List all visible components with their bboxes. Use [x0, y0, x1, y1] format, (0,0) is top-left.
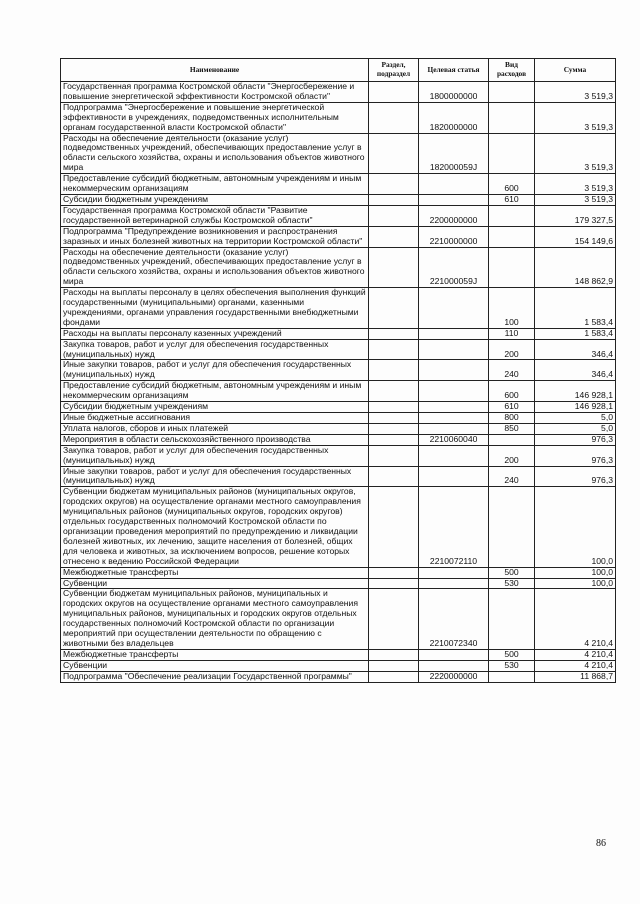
row-sum-cell: 4 210,4 — [535, 589, 616, 649]
row-target-code-cell: 1800000000 — [419, 82, 489, 103]
table-row — [61, 133, 616, 174]
row-target-code-cell — [419, 328, 489, 339]
row-sum-cell: 4 210,4 — [535, 649, 616, 660]
row-section-cell — [369, 133, 419, 174]
table-row — [61, 423, 616, 434]
row-sum-cell: 148 862,9 — [535, 247, 616, 288]
row-sum-cell: 100,0 — [535, 487, 616, 567]
row-sum-cell: 976,3 — [535, 445, 616, 466]
row-target-code-cell: 2210072340 — [419, 589, 489, 649]
table-row — [61, 194, 616, 205]
row-target-code-cell — [419, 649, 489, 660]
row-sum-cell: 100,0 — [535, 578, 616, 589]
row-name-cell: Расходы на обеспечение деятельности (оказание услуг) подведомственных учреждений, обеспечивающих предоставление услуг в области сельского хозяйства, охраны и использования объектов животного мира — [61, 247, 369, 288]
row-expense-type-cell — [489, 589, 535, 649]
row-section-cell — [369, 487, 419, 567]
row-target-code-cell — [419, 381, 489, 402]
row-name-cell: Иные бюджетные ассигнования — [61, 413, 369, 424]
table-row — [61, 567, 616, 578]
table-row — [61, 649, 616, 660]
header-type: Вид расходов — [489, 59, 535, 82]
row-sum-cell: 5,0 — [535, 413, 616, 424]
row-sum-cell: 3 519,3 — [535, 102, 616, 133]
table-row — [61, 82, 616, 103]
row-sum-cell: 3 519,3 — [535, 174, 616, 195]
row-name-cell: Государственная программа Костромской области "Развитие государственной ветеринарной службы Костромской области" — [61, 205, 369, 226]
row-expense-type-cell — [489, 133, 535, 174]
row-expense-type-cell — [489, 671, 535, 682]
row-name-cell: Субвенции — [61, 660, 369, 671]
row-expense-type-cell: 110 — [489, 328, 535, 339]
row-section-cell — [369, 226, 419, 247]
table-row — [61, 328, 616, 339]
row-section-cell — [369, 288, 419, 329]
row-expense-type-cell: 500 — [489, 567, 535, 578]
table-row — [61, 671, 616, 682]
table-row — [61, 381, 616, 402]
row-target-code-cell: 221000059J — [419, 247, 489, 288]
table-row — [61, 660, 616, 671]
row-sum-cell: 976,3 — [535, 466, 616, 487]
row-section-cell — [369, 413, 419, 424]
row-name-cell: Расходы на выплаты персоналу в целях обеспечения выполнения функций государственными (муниципальными) органами, казенными учреждениями, органами управления государственными внебюджетными фондами — [61, 288, 369, 329]
row-target-code-cell — [419, 402, 489, 413]
table-row — [61, 589, 616, 649]
row-section-cell — [369, 381, 419, 402]
row-expense-type-cell — [489, 434, 535, 445]
row-target-code-cell: 1820000000 — [419, 102, 489, 133]
row-expense-type-cell: 530 — [489, 660, 535, 671]
table-body — [61, 82, 616, 683]
row-target-code-cell — [419, 466, 489, 487]
table-row — [61, 174, 616, 195]
row-section-cell — [369, 578, 419, 589]
row-section-cell — [369, 445, 419, 466]
row-expense-type-cell — [489, 487, 535, 567]
row-expense-type-cell — [489, 102, 535, 133]
row-target-code-cell — [419, 660, 489, 671]
row-sum-cell: 146 928,1 — [535, 381, 616, 402]
row-section-cell — [369, 247, 419, 288]
row-target-code-cell — [419, 578, 489, 589]
row-section-cell — [369, 567, 419, 578]
row-name-cell: Закупка товаров, работ и услуг для обеспечения государственных (муниципальных) нужд — [61, 339, 369, 360]
row-target-code-cell: 2220000000 — [419, 671, 489, 682]
header-section: Раздел, подраздел — [369, 59, 419, 82]
row-name-cell: Подпрограмма "Обеспечение реализации Государственной программы" — [61, 671, 369, 682]
row-name-cell: Иные закупки товаров, работ и услуг для обеспечения государственных (муниципальных) нужд — [61, 360, 369, 381]
page-number: 86 — [596, 838, 606, 849]
row-sum-cell: 3 519,3 — [535, 82, 616, 103]
row-name-cell: Субвенции бюджетам муниципальных районов, муниципальных и городских округов на осуществление органами местного самоуправления муниципальных районов, муниципальных и городских округов отдельных государственных полномочий Костромской области по организации мероприятий при осуществлении деятельности по обращению с животными без владельцев — [61, 589, 369, 649]
row-section-cell — [369, 402, 419, 413]
row-target-code-cell: 2210060040 — [419, 434, 489, 445]
table-row — [61, 445, 616, 466]
table-row — [61, 487, 616, 567]
row-expense-type-cell: 600 — [489, 381, 535, 402]
table-row — [61, 102, 616, 133]
row-expense-type-cell: 500 — [489, 649, 535, 660]
row-section-cell — [369, 82, 419, 103]
row-section-cell — [369, 328, 419, 339]
row-sum-cell: 346,4 — [535, 360, 616, 381]
row-target-code-cell — [419, 423, 489, 434]
row-expense-type-cell: 240 — [489, 466, 535, 487]
row-name-cell: Расходы на выплаты персоналу казенных учреждений — [61, 328, 369, 339]
row-target-code-cell — [419, 288, 489, 329]
row-expense-type-cell — [489, 226, 535, 247]
row-name-cell: Субсидии бюджетным учреждениям — [61, 194, 369, 205]
row-expense-type-cell — [489, 247, 535, 288]
row-sum-cell: 4 210,4 — [535, 660, 616, 671]
table-row — [61, 466, 616, 487]
row-name-cell: Уплата налогов, сборов и иных платежей — [61, 423, 369, 434]
row-target-code-cell — [419, 567, 489, 578]
row-sum-cell: 154 149,6 — [535, 226, 616, 247]
row-sum-cell: 100,0 — [535, 567, 616, 578]
row-section-cell — [369, 671, 419, 682]
table-row — [61, 402, 616, 413]
row-target-code-cell — [419, 339, 489, 360]
row-target-code-cell — [419, 413, 489, 424]
table-row — [61, 578, 616, 589]
row-target-code-cell — [419, 445, 489, 466]
row-sum-cell: 179 327,5 — [535, 205, 616, 226]
row-name-cell: Мероприятия в области сельскохозяйственного производства — [61, 434, 369, 445]
row-name-cell: Субсидии бюджетным учреждениям — [61, 402, 369, 413]
row-expense-type-cell: 240 — [489, 360, 535, 381]
row-section-cell — [369, 360, 419, 381]
row-sum-cell: 3 519,3 — [535, 194, 616, 205]
row-expense-type-cell: 530 — [489, 578, 535, 589]
row-section-cell — [369, 174, 419, 195]
row-target-code-cell — [419, 360, 489, 381]
row-expense-type-cell: 600 — [489, 174, 535, 195]
row-section-cell — [369, 589, 419, 649]
row-target-code-cell: 2210000000 — [419, 226, 489, 247]
row-name-cell: Субвенции бюджетам муниципальных районов (муниципальных округов, городских округов) на осуществление органами местного самоуправления муниципальных районов (муниципальных округов, городских округов) отдельных государственных полномочий Костромской области по организации проведения мероприятий по предупреждению и ликвидации болезней животных, их лечению, защите населения от болезней, общих для человека и животных, за исключением вопросов, решение которых отнесено к ведению Российской Федерации — [61, 487, 369, 567]
row-expense-type-cell — [489, 82, 535, 103]
row-sum-cell: 3 519,3 — [535, 133, 616, 174]
table-row — [61, 288, 616, 329]
table-header-row — [61, 59, 616, 82]
table-row — [61, 434, 616, 445]
table-row — [61, 247, 616, 288]
header-sum: Сумма — [535, 59, 616, 82]
row-expense-type-cell: 200 — [489, 445, 535, 466]
row-sum-cell: 5,0 — [535, 423, 616, 434]
row-section-cell — [369, 102, 419, 133]
row-name-cell: Предоставление субсидий бюджетным, автономным учреждениям и иным некоммерческим организациям — [61, 381, 369, 402]
row-sum-cell: 976,3 — [535, 434, 616, 445]
row-target-code-cell — [419, 194, 489, 205]
row-expense-type-cell: 100 — [489, 288, 535, 329]
table-row — [61, 360, 616, 381]
row-sum-cell: 346,4 — [535, 339, 616, 360]
row-expense-type-cell: 850 — [489, 423, 535, 434]
row-section-cell — [369, 423, 419, 434]
row-name-cell: Предоставление субсидий бюджетным, автономным учреждениям и иным некоммерческим организациям — [61, 174, 369, 195]
table-row — [61, 413, 616, 424]
row-expense-type-cell: 200 — [489, 339, 535, 360]
row-sum-cell: 146 928,1 — [535, 402, 616, 413]
row-name-cell: Подпрограмма "Предупреждение возникновения и распространения заразных и иных болезней животных на территории Костромской области" — [61, 226, 369, 247]
table-row — [61, 339, 616, 360]
row-target-code-cell — [419, 174, 489, 195]
row-sum-cell: 1 583,4 — [535, 288, 616, 329]
row-target-code-cell: 182000059J — [419, 133, 489, 174]
row-section-cell — [369, 434, 419, 445]
table-row — [61, 205, 616, 226]
row-name-cell: Иные закупки товаров, работ и услуг для обеспечения государственных (муниципальных) нужд — [61, 466, 369, 487]
row-expense-type-cell: 610 — [489, 402, 535, 413]
row-section-cell — [369, 194, 419, 205]
row-target-code-cell: 2210072110 — [419, 487, 489, 567]
budget-table — [60, 58, 616, 683]
row-target-code-cell: 2200000000 — [419, 205, 489, 226]
table-row — [61, 226, 616, 247]
row-name-cell: Закупка товаров, работ и услуг для обеспечения государственных (муниципальных) нужд — [61, 445, 369, 466]
row-name-cell: Расходы на обеспечение деятельности (оказание услуг) подведомственных учреждений, обеспечивающих предоставление услуг в области сельского хозяйства, охраны и использования объектов животного мира — [61, 133, 369, 174]
row-name-cell: Субвенции — [61, 578, 369, 589]
row-name-cell: Межбюджетные трансферты — [61, 567, 369, 578]
row-name-cell: Подпрограмма "Энергосбережение и повышение энергетической эффективности в учреждениях, подведомственных исполнительным органам государственной власти Костромской области" — [61, 102, 369, 133]
row-section-cell — [369, 660, 419, 671]
row-name-cell: Межбюджетные трансферты — [61, 649, 369, 660]
header-name: Наименование — [61, 59, 369, 82]
header-target: Целевая статья — [419, 59, 489, 82]
row-name-cell: Государственная программа Костромской области "Энергосбережение и повышение энергетической эффективности Костромской области" — [61, 82, 369, 103]
row-section-cell — [369, 339, 419, 360]
row-section-cell — [369, 466, 419, 487]
row-expense-type-cell: 610 — [489, 194, 535, 205]
row-expense-type-cell: 800 — [489, 413, 535, 424]
row-section-cell — [369, 205, 419, 226]
row-sum-cell: 1 583,4 — [535, 328, 616, 339]
row-expense-type-cell — [489, 205, 535, 226]
row-section-cell — [369, 649, 419, 660]
row-sum-cell: 11 868,7 — [535, 671, 616, 682]
